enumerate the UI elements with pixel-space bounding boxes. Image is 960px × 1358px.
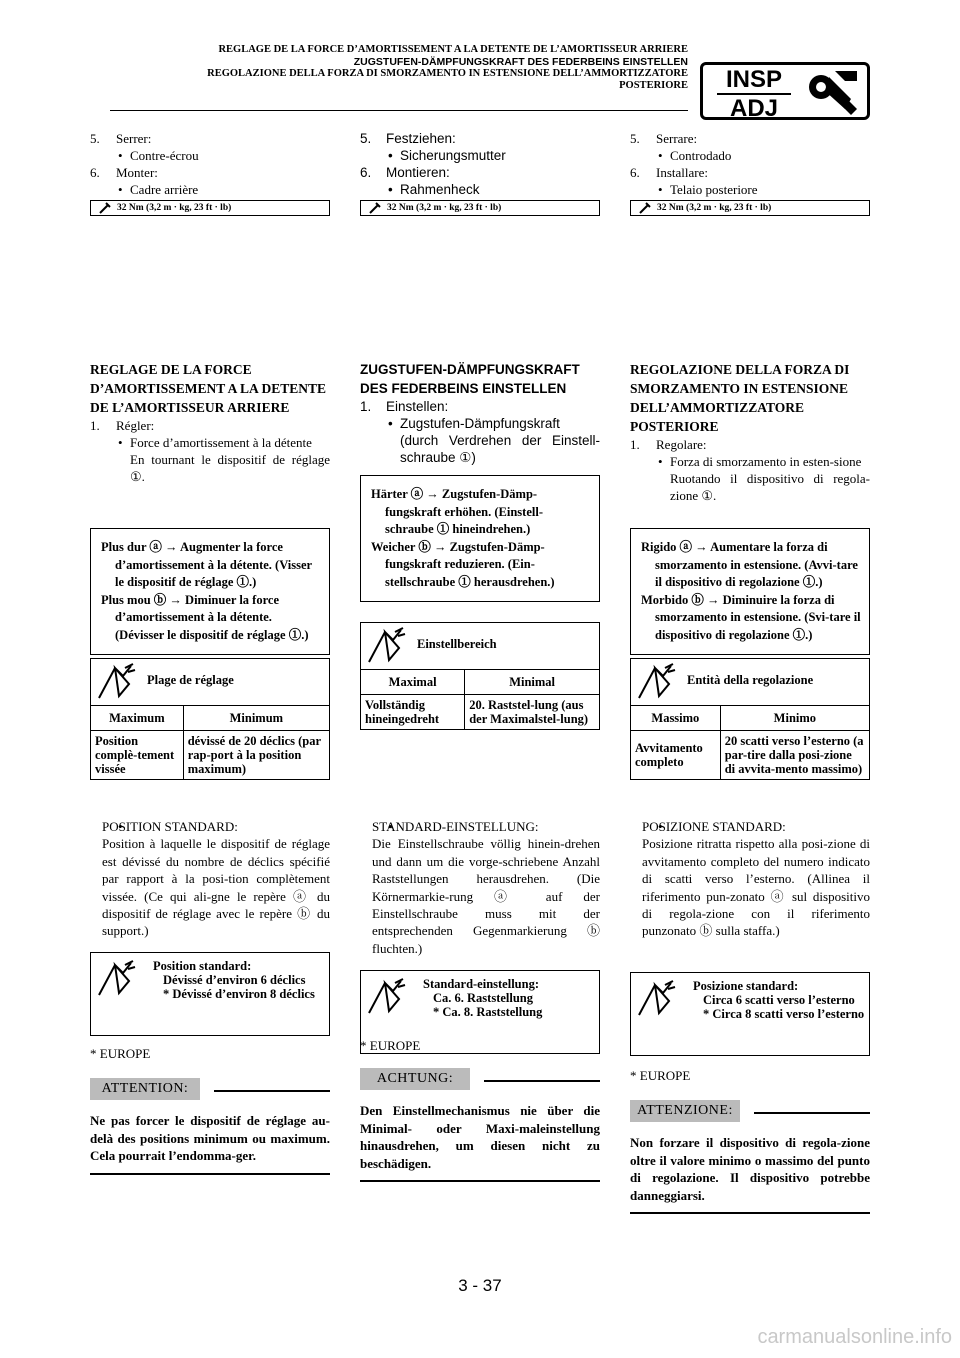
- standard-description: Posizione ritratta rispetto alla posi-zione di avvitamento completo del numero indicato di scatti verso l’esterno. (Allinea il riferimento pun-zonato ⓐ sul dispositivo di regola-zione con il riferimento punzonato ⓑ sulla staffa.): [642, 836, 870, 939]
- europe-note: * EUROPE: [360, 1038, 421, 1053]
- torque-spec: [630, 200, 870, 216]
- range-min-value: dévissé de 20 déclics (par rap-port à la position maximum): [183, 731, 329, 780]
- header-rule: [110, 110, 688, 111]
- harder-direction: Rigido ⓐ → Aumentare la forza di smorzamento in estensione. (Avvi-tare il dispositivo di regolazione ①.): [641, 540, 858, 589]
- tighten-section: [90, 130, 330, 216]
- harder-direction: Plus dur ⓐ → Augmenter la force d’amortissement à la détente. (Visser le dispositif de réglage ①.): [101, 540, 312, 589]
- col-max: Massimo: [631, 706, 720, 731]
- warning-hand-icon: [95, 959, 137, 999]
- step-number: 5.: [360, 131, 372, 146]
- range-min-value: 20 scatti verso l’esterno (a par-tire dalla posi-zione di avvita-mento massimo): [720, 731, 869, 780]
- caution-label: ATTENTION:: [90, 1078, 200, 1100]
- standard-description: Position à laquelle le dispositif de réglage est dévissé du nombre de déclics spécifié par rapport à la posi-tion complètement vissée. (Ce qui ali-gne le repère ⓐ du dispositif de réglage avec le repère ⓑ du support.): [102, 836, 330, 939]
- caution-text: Non forzare il dispositivo di regola-zione oltre il valore minimo o massimo del punto di regolazione. Il dispositivo potrebbe danneggiarsi.: [630, 1135, 870, 1203]
- std-label: Position standard:: [153, 959, 252, 973]
- step-text: Einstellen:: [386, 399, 449, 414]
- std-label: Standard-einstellung:: [423, 977, 539, 991]
- step-text: Festziehen:: [386, 131, 456, 146]
- adjustment-direction-box: [630, 528, 870, 655]
- adjustment-direction-box: [90, 528, 330, 655]
- std-value-1: Dévissé d’environ 6 déclics: [163, 973, 306, 987]
- range-label: Entità della regolazione: [687, 673, 814, 687]
- torque-value: 32 Nm (3,2 m · kg, 23 ft · lb): [387, 203, 502, 213]
- std-value-2: * Circa 8 scatti verso l’esterno: [703, 1007, 865, 1021]
- europe-note: * EUROPE: [630, 1068, 691, 1083]
- softer-direction: Morbido ⓑ → Diminuire la forza di smorzamento in estensione. (Svi-tare il dispositivo di regolazione ①.): [641, 592, 861, 642]
- torque-value: 32 Nm (3,2 m · kg, 23 ft · lb): [117, 203, 232, 213]
- adjustment-range-table: [360, 622, 600, 730]
- step-text: Régler:: [116, 418, 155, 433]
- step-number: 1.: [630, 437, 640, 452]
- page-number: 3 - 37: [458, 1276, 502, 1295]
- torque-spec: [90, 200, 330, 216]
- bullet-item: • Zugstufen-Dämpfungskraft (durch Verdrehen der Einstell-schraube ①): [360, 415, 600, 466]
- adjustment-range-table: [90, 658, 330, 780]
- warning-hand-icon: [365, 626, 407, 666]
- step-text: Monter:: [116, 165, 158, 180]
- bullet-item: • Forza di smorzamento in esten-sione: [630, 453, 870, 470]
- col-max: Maximal: [361, 670, 465, 695]
- standard-heading: STANDARD-EINSTELLUNG:: [372, 819, 539, 834]
- torque-value: 32 Nm (3,2 m · kg, 23 ft · lb): [657, 203, 772, 213]
- range-min-value: 20. Raststel-lung (aus der Maximalstel-lung): [465, 695, 599, 730]
- standard-setting: [360, 818, 600, 957]
- step-number: 5.: [90, 131, 100, 146]
- tighten-section: [360, 130, 600, 216]
- step-number: 5.: [630, 131, 640, 146]
- col-min: Minimal: [465, 670, 599, 695]
- col-min: Minimum: [183, 706, 329, 731]
- step-number: 1.: [90, 418, 100, 433]
- range-label: Plage de réglage: [147, 673, 234, 687]
- caution-block: [630, 1094, 870, 1214]
- std-value-2: * Ca. 8. Raststellung: [433, 1005, 543, 1019]
- bullet-item: • Force d’amortissement à la détente: [90, 434, 330, 451]
- step-text: Montieren:: [386, 165, 450, 180]
- header-title-it: REGOLAZIONE DELLA FORZA DI SMORZAMENTO IN ESTENSIONE DELL’AMMORTIZZATORE: [207, 68, 688, 79]
- bullet-item: • Rahmenheck: [360, 181, 600, 198]
- adjust-section: [630, 360, 870, 504]
- harder-direction: Härter ⓐ → Zugstufen-Dämp-fungskraft erhöhen. (Einstell-schraube ① hineindrehen.): [371, 487, 543, 536]
- insp-adj-badge: [700, 62, 870, 120]
- range-max-value: Position complè-tement vissée: [95, 734, 175, 776]
- header-title-it-cont: POSTERIORE: [619, 80, 688, 91]
- adjustment-direction-box: [360, 475, 600, 602]
- step-text: Regolare:: [656, 437, 707, 452]
- warning-hand-icon: [635, 662, 677, 702]
- step-number: 1.: [360, 399, 372, 414]
- torque-spec: [360, 200, 600, 216]
- std-value-2: * Dévissé d’environ 8 déclics: [163, 987, 315, 1001]
- bullet-item: • Cadre arrière: [90, 181, 330, 198]
- step-number: 6.: [630, 165, 640, 180]
- torque-wrench-icon: [369, 202, 381, 214]
- section-title: ZUGSTUFEN-DÄMPFUNGSKRAFT DES FEDERBEINS EINSTELLEN: [360, 362, 580, 396]
- standard-description: Die Einstellschraube völlig hinein-drehen und dann um die vorge-schriebene Anzahl Raststellungen herausdrehen. (Die Körnermarkie-rung ⓐ auf der Einstellschraube muss mit der entsprechenden Gegenmarkierung ⓑ fluchten.): [372, 836, 600, 956]
- col-min: Minimo: [720, 706, 869, 731]
- step-description: Ruotando il dispositivo di regola-zione ①.: [670, 471, 870, 503]
- badge-insp: INSP: [725, 66, 782, 93]
- softer-direction: Weicher ⓑ → Zugstufen-Dämp-fungskraft reduzieren. (Ein-stellschraube ① herausdrehen.): [371, 539, 555, 589]
- standard-heading: POSIZIONE STANDARD:: [642, 819, 786, 834]
- header-title-fr: REGLAGE DE LA FORCE D’AMORTISSEMENT A LA DETENTE DE L’AMORTISSEUR ARRIERE: [218, 44, 688, 55]
- std-value-1: Circa 6 scatti verso l’esterno: [703, 993, 855, 1007]
- caution-label: ACHTUNG:: [360, 1068, 470, 1090]
- step-text: Serrer:: [116, 131, 152, 146]
- step-description: En tournant le dispositif de réglage ①.: [130, 452, 330, 484]
- softer-direction: Plus mou ⓑ → Diminuer la force d’amortissement à la détente. (Dévisser le dispositif de réglage ①.): [101, 592, 309, 642]
- standard-setting: [630, 818, 870, 940]
- adjustment-range-table: [630, 658, 870, 780]
- warning-hand-icon: [95, 662, 137, 702]
- bullet-item: • Telaio posteriore: [630, 181, 870, 198]
- range-label: Einstellbereich: [417, 637, 497, 651]
- standard-position-box: [630, 972, 870, 1056]
- watermark: carmanualsonline.info: [757, 1326, 952, 1348]
- adjust-section: [90, 360, 330, 485]
- section-title: REGOLAZIONE DELLA FORZA DI SMORZAMENTO IN ESTENSIONE DELL’AMMORTIZZATORE POSTERIORE: [630, 362, 850, 434]
- step-number: 6.: [360, 165, 372, 180]
- std-value-1: Ca. 6. Raststellung: [433, 991, 534, 1005]
- standard-position-box: [90, 952, 330, 1036]
- caution-text: Ne pas forcer le dispositif de réglage au-delà des positions minimum ou maximum. Cela pourrait l’endomma-ger.: [90, 1113, 330, 1163]
- step-text: Installare:: [656, 165, 708, 180]
- range-max-value: Avvitamento completo: [635, 741, 703, 769]
- bullet-item: • Sicherungsmutter: [360, 147, 600, 164]
- adjust-section: [360, 360, 600, 466]
- standard-setting: [90, 818, 330, 940]
- page-header: [128, 44, 688, 92]
- step-number: 6.: [90, 165, 100, 180]
- torque-wrench-icon: [639, 202, 651, 214]
- section-title: REGLAGE DE LA FORCE D’AMORTISSEMENT A LA DETENTE DE L’AMORTISSEUR ARRIERE: [90, 362, 326, 415]
- header-title-de: ZUGSTUFEN-DÄMPFUNGSKRAFT DES FEDERBEINS EINSTELLEN: [353, 56, 688, 68]
- bullet-item: • Contre-écrou: [90, 147, 330, 164]
- standard-heading: POSITION STANDARD:: [102, 819, 238, 834]
- std-label: Posizione standard:: [693, 979, 799, 993]
- step-text: Serrare:: [656, 131, 698, 146]
- badge-adj: ADJ: [729, 95, 778, 122]
- caution-block: [90, 1072, 330, 1175]
- range-max-value: Vollständig hineingedreht: [365, 698, 440, 726]
- tighten-section: [630, 130, 870, 216]
- caution-text: Den Einstellmechanismus nie über die Minimal- oder Maxi-maleinstellung hinausdrehen, um diesen nicht zu beschädigen.: [360, 1103, 600, 1171]
- caution-label: ATTENZIONE:: [630, 1100, 740, 1122]
- warning-hand-icon: [635, 979, 677, 1019]
- bullet-item: • Controdado: [630, 147, 870, 164]
- wrench-icon: [805, 69, 859, 115]
- caution-block: [360, 1062, 600, 1182]
- torque-wrench-icon: [99, 202, 111, 214]
- col-max: Maximum: [91, 706, 183, 731]
- europe-note: * EUROPE: [90, 1046, 151, 1061]
- warning-hand-icon: [365, 977, 407, 1017]
